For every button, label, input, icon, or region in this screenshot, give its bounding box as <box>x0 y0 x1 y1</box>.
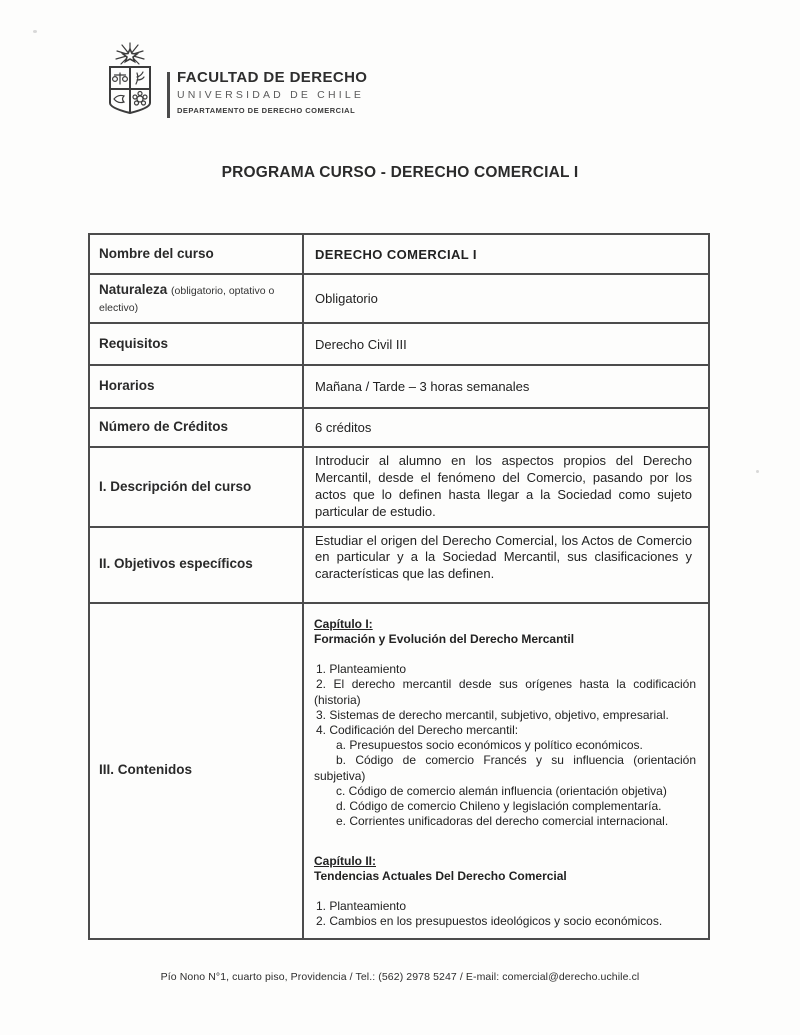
field-label: Requisitos <box>89 323 303 365</box>
table-row-naturaleza <box>89 274 709 323</box>
field-label: Horarios <box>89 365 303 408</box>
field-label: II. Objetivos específicos <box>89 527 303 603</box>
field-label: I. Descripción del curso <box>89 447 303 527</box>
table-row-requisitos <box>89 323 709 365</box>
field-label-note: (obligatorio, optativo o electivo) <box>99 285 275 314</box>
field-value: DERECHO COMERCIAL I <box>303 234 709 274</box>
field-value: Obligatorio <box>303 274 709 323</box>
scan-artifact <box>756 470 759 473</box>
table-row-objetivos <box>89 527 709 603</box>
faculty-name: FACULTAD DE DERECHO <box>177 69 368 86</box>
table-row-horarios <box>89 365 709 408</box>
contenidos-line <box>314 647 696 662</box>
scan-artifact <box>33 30 37 33</box>
contenidos-line: a. Presupuestos socio económicos y político económicos. <box>336 738 643 753</box>
field-label: Número de Créditos <box>89 408 303 447</box>
contenidos-line: d. Código de comercio Chileno y legislación complementaría. <box>336 799 662 814</box>
contenidos-line: Tendencias Actuales Del Derecho Comercial <box>314 868 567 883</box>
field-label: Nombre del curso <box>89 234 303 274</box>
field-label <box>89 274 303 323</box>
department-name: DEPARTAMENTO DE DERECHO COMERCIAL <box>177 106 356 115</box>
contenidos-line: Capítulo I: <box>314 616 373 631</box>
contenidos-line: 1. Planteamiento <box>316 899 407 914</box>
contenidos-line: 1. Planteamiento <box>316 662 407 677</box>
contenidos-line: 4. Codificación del Derecho mercantil: <box>316 722 519 737</box>
contenidos-line: b. Código de comercio Francés y su influencia (orientación subjetiva) <box>314 753 696 783</box>
contenidos-line: c. Código de comercio alemán influencia (orientación objetiva) <box>336 783 667 798</box>
contenidos-line <box>314 830 696 854</box>
field-value: 6 créditos <box>303 408 709 447</box>
field-value: Mañana / Tarde – 3 horas semanales <box>303 365 709 408</box>
table-row-creditos <box>89 408 709 447</box>
contenidos-line: Capítulo II: <box>314 853 376 868</box>
contenidos-line: 3. Sistemas de derecho mercantil, subjetivo, objetivo, empresarial. <box>316 707 669 722</box>
table-row-contenidos <box>89 603 709 939</box>
contenidos-line: e. Corrientes unificadoras del derecho comercial internacional. <box>336 814 669 829</box>
field-value: Derecho Civil III <box>303 323 709 365</box>
footer-contact-line: Pío Nono N°1, cuarto piso, Providencia / Tel.: (562) 2978 5247 / E-mail: comercial@derecho.uchile.cl <box>160 971 640 983</box>
field-value: Introducir al alumno en los aspectos propios del Derecho Mercantil, desde el fenómeno del Comercio, pasando por los actos que lo definen hasta llegar a la Sociedad como sujeto particular de estudio. <box>303 447 709 527</box>
field-value: Estudiar el origen del Derecho Comercial, los Actos de Comercio en particular y a la Sociedad Mercantil, sus clasificaciones y características que las definen. <box>303 527 709 603</box>
contenidos-line <box>314 884 696 899</box>
letterhead-divider <box>167 72 170 118</box>
document-title: PROGRAMA CURSO - DERECHO COMERCIAL I <box>221 164 579 181</box>
field-label-text: Naturaleza <box>99 282 168 298</box>
field-label: III. Contenidos <box>89 603 303 939</box>
university-name: UNIVERSIDAD DE CHILE <box>177 89 365 101</box>
contenidos-line: Formación y Evolución del Derecho Mercantil <box>314 631 575 646</box>
university-crest-icon <box>100 42 166 122</box>
contenidos-line: 2. Cambios en los presupuestos ideológicos y socio económicos. <box>316 914 663 929</box>
table-row-nombre <box>89 234 709 274</box>
contenidos-cell <box>303 603 709 939</box>
table-row-descripcion <box>89 447 709 527</box>
contenidos-line: 2. El derecho mercantil desde sus orígenes hasta la codificación (historia) <box>314 677 696 707</box>
course-program-table <box>88 233 710 940</box>
